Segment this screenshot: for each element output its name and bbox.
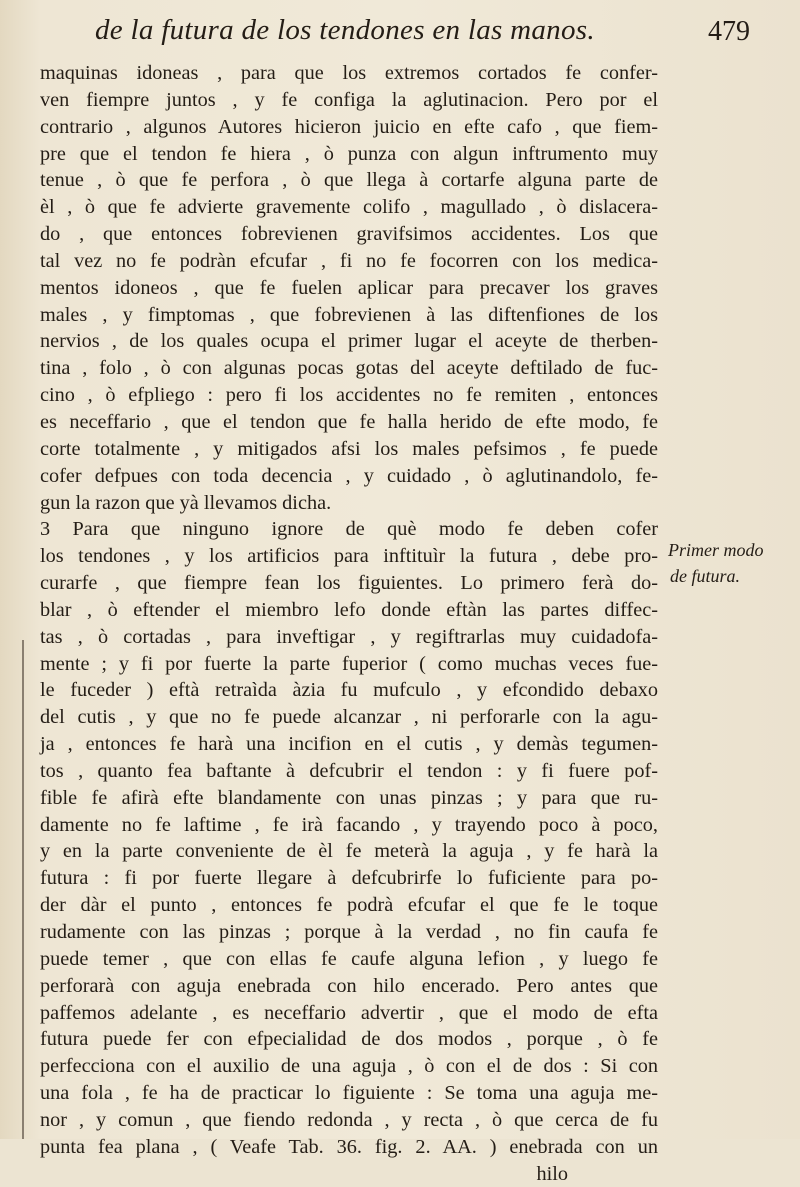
text-line: corte totalmente , y mitigados afsi los males pefsimos , fe puede — [40, 437, 658, 460]
text-line: damente no fe laftime , fe irà facando , y trayendo poco à poco, — [40, 813, 658, 836]
margin-note-line: Primer modo — [668, 540, 764, 560]
text-line: der dàr el punto , entonces fe podrà efcufar el que fe le toque — [40, 894, 658, 917]
text-line: hilo — [536, 1162, 568, 1185]
text-line: cofer defpues con toda decencia , y cuidado , ò aglutinandolo, fe- — [40, 464, 658, 487]
body-text — [40, 60, 658, 1187]
text-line: tal vez no fe podràn efcufar , fi no fe focorren con los medica- — [40, 249, 658, 272]
text-line: nor , y comun , que fiendo redonda , y recta , ò que cerca de fu — [40, 1108, 658, 1131]
text-line: tos , quanto fea baftante à defcubrir el tendon : y fi fuere pof- — [40, 759, 658, 782]
text-line: del cutis , y que no fe puede alcanzar , ni perforarle con la agu- — [40, 706, 658, 729]
page-gutter-shadow — [22, 640, 24, 1139]
text-line: mentos idoneos , que fe fuelen aplicar para precaver los graves — [40, 276, 658, 299]
text-line: puede temer , que con ellas fe caufe alguna lefion , y luego fe — [40, 947, 658, 970]
text-line: los tendones , y los artificios para inftituìr la futura , debe pro- — [40, 545, 658, 568]
text-line: tenue , ò que fe perfora , ò que llega à cortarfe alguna parte de — [40, 169, 658, 192]
text-line: tas , ò cortadas , para inveftigar , y regiftrarlas muy cuidadofa- — [40, 625, 658, 648]
text-line: cino , ò efpliego : pero fi los accidentes no fe remiten , entonces — [40, 384, 658, 407]
text-line: una fola , fe ha de practicar lo figuiente : Se toma una aguja me- — [40, 1082, 658, 1105]
text-line: ven fiempre juntos , y fe configa la aglutinacion. Pero por el — [40, 88, 658, 111]
margin-note-line: de futura. — [670, 566, 740, 586]
text-line: punta fea plana , ( Veafe Tab. 36. fig. 2. AA. ) enebrada con un — [40, 1135, 658, 1158]
text-line: males , y fimptomas , que fobrevienen à las diftenfiones de los — [40, 303, 658, 326]
text-line: gun la razon que yà llevamos dicha. — [40, 491, 332, 514]
text-line: paffemos adelante , es neceffario advertir , que el modo de efta — [40, 1001, 658, 1024]
text-line: tina , folo , ò con algunas pocas gotas del aceyte deftilado de fuc- — [40, 357, 658, 380]
text-line: maquinas idoneas , para que los extremos cortados fe confer- — [40, 62, 658, 84]
text-line: èl , ò que fe advierte gravemente colifo , magullado , ò dislacera- — [40, 196, 658, 219]
text-line: y en la parte conveniente de èl fe meterà la aguja , y fe harà la — [40, 840, 658, 863]
text-line: rudamente con las pinzas ; porque à la verdad , no fin caufa fe — [40, 921, 658, 943]
text-line: perforarà con aguja enebrada con hilo encerado. Pero antes que — [40, 974, 658, 997]
margin-note — [668, 537, 796, 589]
text-line: curarfe , que fiempre fean los figuientes. Lo primero ferà do- — [40, 572, 658, 595]
text-line: mente ; y fi por fuerte la parte fuperior ( como muchas veces fue- — [40, 652, 658, 675]
text-line: contrario , algunos Autores hicieron juicio en efte cafo , que fiem- — [40, 115, 658, 138]
text-line: nervios , de los quales ocupa el primer lugar el aceyte de therben- — [40, 330, 658, 353]
text-line: 3 Para que ninguno ignore de què modo fe deben cofer — [40, 518, 658, 541]
text-line: le fuceder ) eftà retraìda àzia fu mufculo , y efcondido debaxo — [40, 679, 658, 702]
running-title: de la futura de los tendones en las manos. — [95, 14, 595, 46]
text-line: ja , entonces fe harà una incifion en el cutis , y demàs tegumen- — [40, 733, 658, 756]
text-line: perfecciona con el auxilio de una aguja , ò con el de dos : Si con — [40, 1055, 658, 1078]
text-line: do , que entonces fobrevienen gravifsimos accidentes. Los que — [40, 223, 658, 246]
text-line: es neceffario , que el tendon que fe halla herido de efte modo, fe — [40, 410, 658, 433]
page-header — [95, 14, 785, 50]
text-line: futura : fi por fuerte llegare à defcubrirfe lo fuficiente para po- — [40, 867, 658, 890]
text-line: blar , ò eftender el miembro lefo donde eftàn las partes diffec- — [40, 598, 658, 621]
text-line: pre que el tendon fe hiera , ò punza con algun inftrumento muy — [40, 142, 658, 165]
text-line: fible fe afirà efte blandamente con unas pinzas ; y para que ru- — [40, 786, 658, 809]
page-number: 479 — [708, 16, 750, 47]
text-line: futura puede fer con efpecialidad de dos modos , porque , ò fe — [40, 1028, 658, 1051]
